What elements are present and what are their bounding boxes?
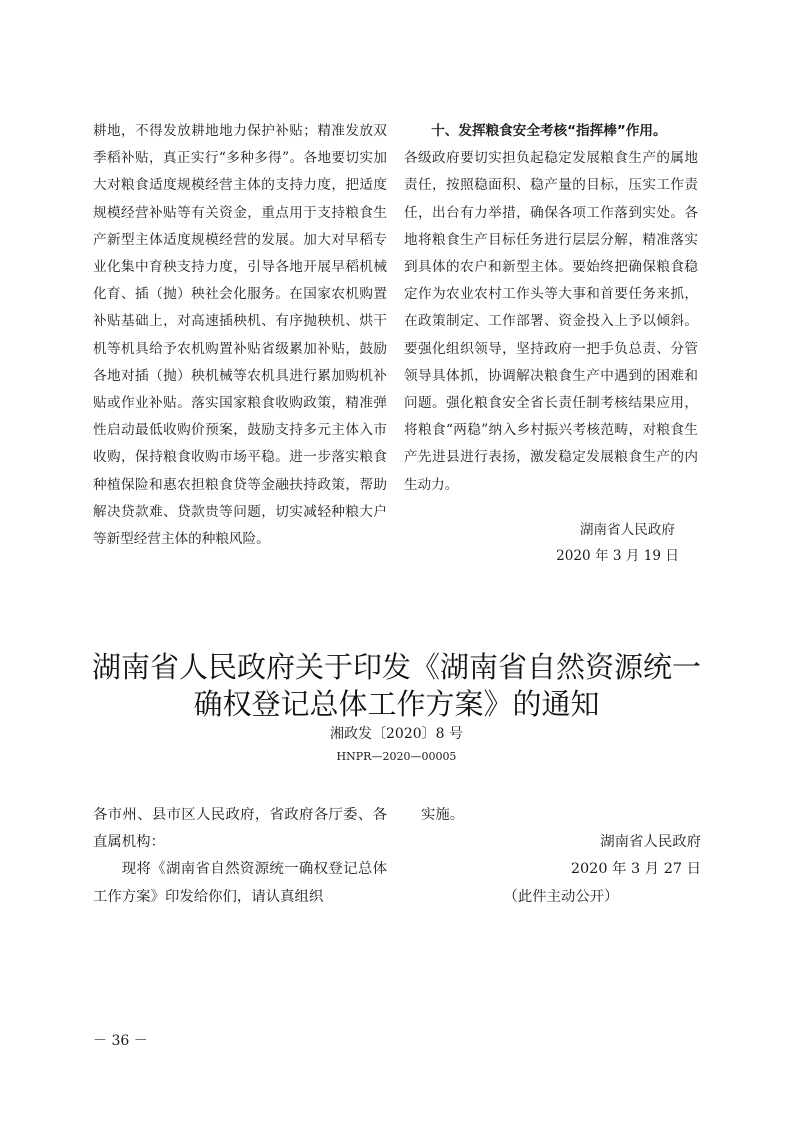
notice-body-continued: 实施。 [421,807,465,823]
signature-date: 2020 年 3 月 19 日 [556,548,679,564]
left-column [93,118,387,553]
document-number: 湘政发〔2020〕8 号 [330,726,463,742]
notice-signature-date: 2020 年 3 月 27 日 [570,861,701,878]
section-body: 各级政府要切实担负起稳定发展粮食生产的属地责任，按照稳面积、稳产量的目标，压实工作责任，出台有力举措，确保各项工作落到实处。各地将粮食生产目标任务进行层层分解，精准落实到具体的农户和新型主体。要始终把确保粮食稳定作为农业农村工作头等大事和首要任务来抓，在政策制定、工作部署、资金投入上予以倾斜。要强化组织领导，坚持政府一把手负总责、分管领导具体抓，协调解决粮食生产中遇到的困难和问题。强化粮食安全省长责任制考核结果应用，将粮食“两稳”纳入乡村振兴考核范畴，对粮食生产先进县进行表扬，激发稳定发展粮食生产的内生动力。 [404,150,698,493]
left-column-text: 耕地，不得发放耕地地力保护补贴；精准发放双季稻补贴，真正实行“多种多得”。各地要切实加大对粮食适度规模经营主体的支持力度，把适度规模经营补贴等有关资金，重点用于支持粮食生产新型主体适度规模经营的发展。加大对早稻专业化集中育秧支持力度，引导各地开展早稻机械化育、插（抛）秧社会化服务。在国家农机购置补贴基础上，对高速插秧机、有序抛秧机、烘干机等机具给予农机购置补贴省级累加补贴，鼓励各地对插（抛）秧机械等农机具进行累加购机补贴或作业补贴。落实国家粮食收购政策，精准弹性启动最低收购价预案，鼓励支持多元主体入市收购，保持粮食收购市场平稳。进一步落实粮食种植保险和惠农担粮食贷等金融扶持政策，帮助解决贷款难、贷款贵等问题，切实减轻种粮大户等新型经营主体的种粮风险。 [93,123,387,548]
notice-title-line2: 确权登记总体工作方案》的通知 [193,687,600,721]
notice-body: 现将《湖南省自然资源统一确权登记总体工作方案》印发给你们，请认真组织 [93,861,387,905]
page-number: － 36 － [93,1033,148,1049]
notice-salutation: 各市州、县市区人民政府，省政府各厅委、各直属机构： [93,807,387,851]
notice-title-line1: 湖南省人民政府关于印发《湖南省自然资源统一 [91,650,701,684]
notice-left-column [93,802,387,911]
notice-right-column [421,802,701,911]
section-heading: 十、发挥粮食安全考核“指挥棒”作用。 [431,123,667,139]
notice-disclosure: （此件主动公开） [503,888,619,905]
document-id: HNPR—2020—00005 [336,750,457,763]
notice-signature-organization: 湖南省人民政府 [600,834,701,851]
right-column [404,118,698,499]
signature-organization: 湖南省人民政府 [579,522,675,538]
